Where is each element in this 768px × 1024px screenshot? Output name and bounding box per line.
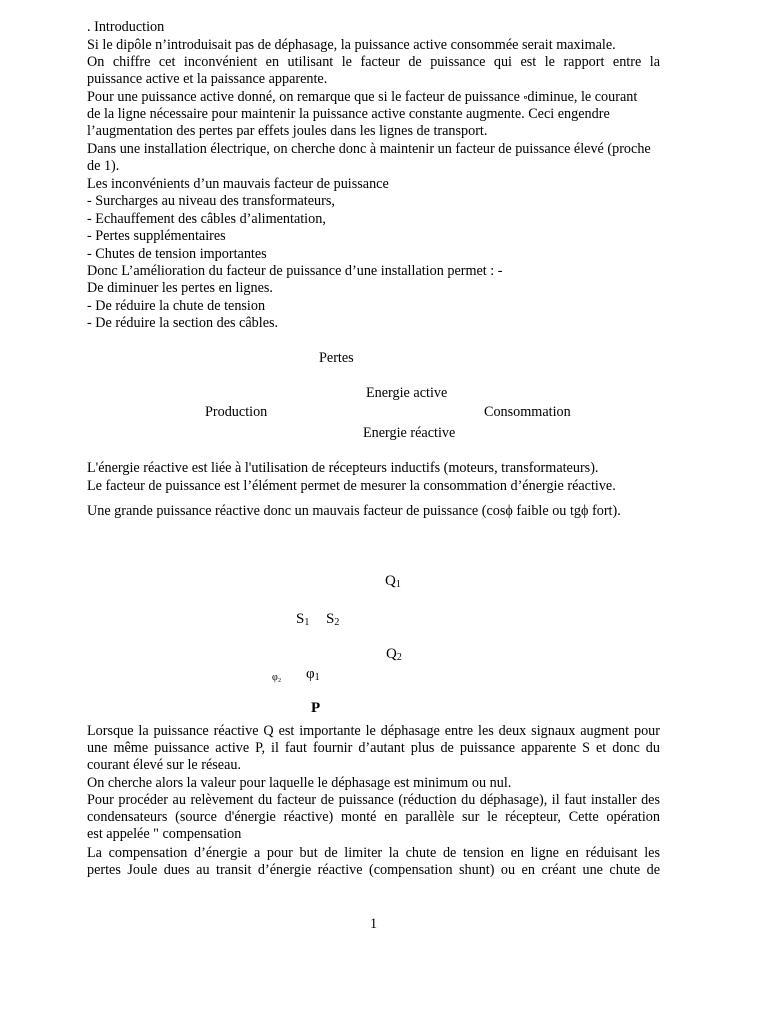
list-item: - Surcharges au niveau des transformateurs,: [87, 193, 335, 209]
section-heading: . Introduction: [87, 19, 165, 35]
list-item: - Pertes supplémentaires: [87, 228, 226, 244]
paragraph-line: de 1).: [87, 158, 120, 174]
page-number: 1: [370, 916, 378, 932]
triangle-label-phi1: $\varphi_1$: [306, 666, 320, 683]
diagram-label-energie-reactive: Energie réactive: [363, 425, 456, 441]
diagram-label-consommation: Consommation: [484, 404, 571, 420]
paragraph-line: Les inconvénients d’un mauvais facteur de puissance: [87, 176, 389, 192]
paragraph-line: On cherche alors la valeur pour laquelle le déphasage est minimum ou nul.: [87, 775, 512, 791]
triangle-label-q1: $Q_1$: [385, 573, 401, 590]
list-item: - De réduire la chute de tension: [87, 298, 266, 314]
paragraph-line: de la ligne nécessaire pour maintenir la puissance active constante augmente. Ceci engendre: [87, 106, 610, 122]
paragraph-line: Pour une puissance active donné, on remarque que si le facteur de puissance ⬞diminue, le courant: [87, 89, 638, 105]
paragraph-line: Lorsque la puissance réactive Q est importante le déphasage entre les deux signaux augment pour: [87, 723, 660, 739]
paragraph-line: Pour procéder au relèvement du facteur de puissance (réduction du déphasage), il faut installer des: [87, 792, 660, 808]
diagram-label-pertes: Pertes: [319, 350, 354, 366]
paragraph-line: La compensation d’énergie a pour but de limiter la chute de tension en ligne en réduisant les: [87, 845, 660, 861]
triangle-label-s2: $S_2$: [326, 611, 340, 628]
triangle-label-phi2: φ₂: [272, 672, 282, 683]
diagram-label-production: Production: [205, 404, 268, 420]
paragraph-line: De diminuer les pertes en lignes.: [87, 280, 273, 296]
paragraph-line: L'énergie réactive est liée à l'utilisation de récepteurs inductifs (moteurs, transformateurs).: [87, 460, 599, 476]
list-item: - Chutes de tension importantes: [87, 246, 267, 262]
paragraph-line: pertes Joule dues au transit d’énergie réactive (compensation shunt) ou en créant une chute de: [87, 862, 660, 878]
diagram-label-energie-active: Energie active: [366, 385, 448, 401]
paragraph-line: Une grande puissance réactive donc un mauvais facteur de puissance (cosϕ faible ou tgϕ fort).: [87, 503, 621, 519]
paragraph-line: courant élevé sur le réseau.: [87, 757, 242, 773]
list-item: - De réduire la section des câbles.: [87, 315, 279, 331]
triangle-label-s1: $S_1$: [296, 611, 310, 628]
paragraph-line: puissance active et la paissance apparente.: [87, 71, 328, 87]
paragraph-line: Le facteur de puissance est l’élément permet de mesurer la consommation d’énergie réactive.: [87, 478, 616, 494]
paragraph-line: Si le dipôle n’introduisait pas de déphasage, la puissance active consommée serait maximale.: [87, 37, 616, 53]
paragraph-line: Donc L’amélioration du facteur de puissance d’une installation permet : -: [87, 263, 503, 279]
triangle-label-p: P: [311, 700, 321, 716]
paragraph-line: On chiffre cet inconvénient en utilisant le facteur de puissance qui est le rapport entre la: [87, 54, 660, 70]
triangle-label-q2: $Q_2$: [386, 646, 402, 663]
paragraph-line: est appelée " compensation: [87, 826, 242, 842]
paragraph-line: Dans une installation électrique, on cherche donc à maintenir un facteur de puissance élevé (proche: [87, 141, 651, 157]
paragraph-line: l’augmentation des pertes par effets joules dans les lignes de transport.: [87, 123, 488, 139]
list-item: - Echauffement des câbles d’alimentation,: [87, 211, 326, 227]
paragraph-line: une même puissance active P, il faut fournir d’autant plus de puissance apparente S et donc du: [87, 740, 660, 756]
paragraph-line: condensateurs (source d'énergie réactive) monté en parallèle sur le récepteur, Cette opération: [87, 809, 660, 825]
